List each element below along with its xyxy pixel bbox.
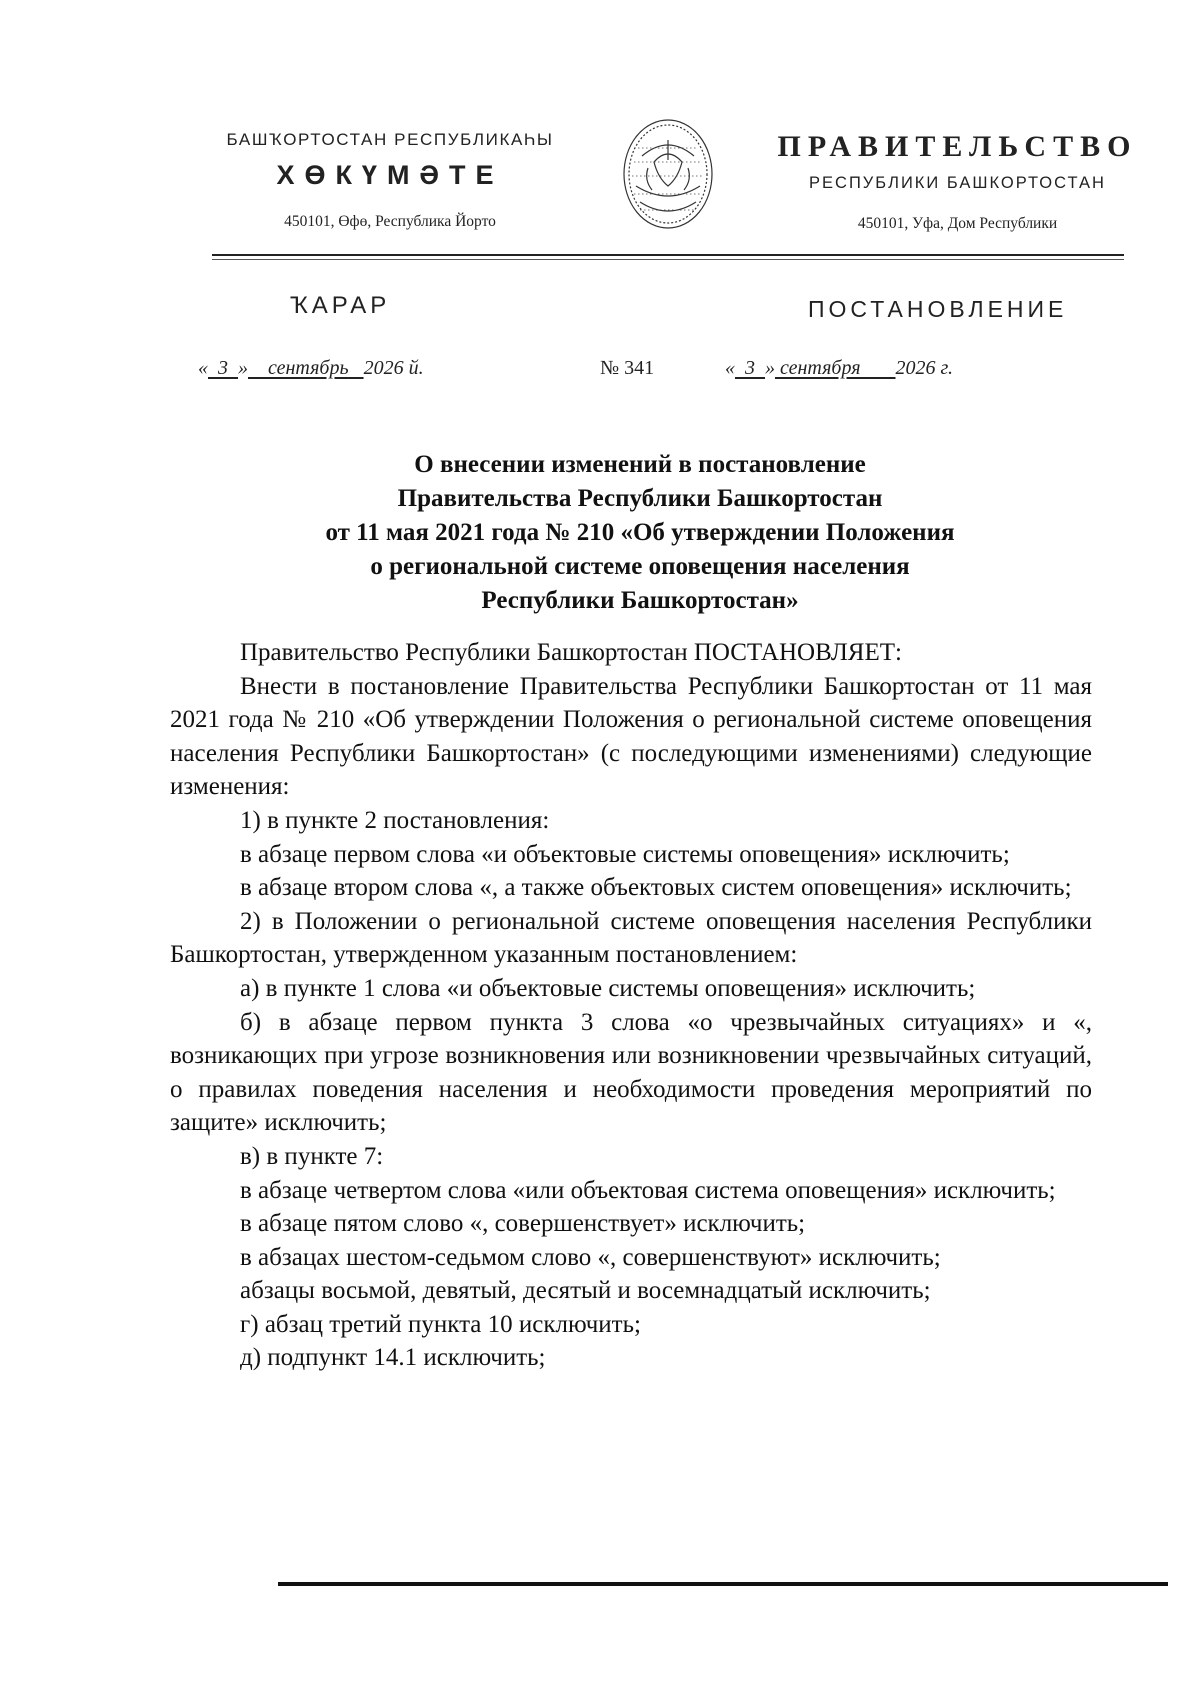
body-paragraph: г) абзац третий пункта 10 исключить; [240, 1310, 641, 1338]
body-paragraph: б) в абзаце первом пункта 3 слова «о чрезвычайных ситуациях» и «, возникающих при угрозе возникновения или возникновении чрезвычайных ситуаций, о правилах поведения населения и необходимости проведения мероприятий по защите» исключить; [170, 1008, 1092, 1137]
date-right [725, 357, 953, 380]
date-left-month: сентябрь [268, 357, 349, 379]
document-heading [180, 448, 1100, 618]
footer-rule [278, 1582, 1168, 1586]
body-paragraph: в абзацах шестом-седьмом слово «, совершенствуют» исключить; [240, 1243, 941, 1271]
date-left [198, 357, 424, 380]
date-right-close: » [765, 357, 775, 379]
heading-line: Республики Башкортостан» [481, 587, 799, 614]
header-rule-thick [212, 254, 1124, 256]
body-paragraph: Правительство Республики Башкортостан ПОСТАНОВЛЯЕТ: [240, 639, 902, 666]
header-rule-thin [212, 259, 1124, 260]
date-left-close: » [238, 357, 248, 379]
doc-number: № 341 [600, 357, 655, 379]
header-left-line2: ХӨКҮМӘТЕ [276, 160, 504, 190]
date-right-open: « [725, 357, 735, 379]
heading-line: О внесении изменений в постановление [414, 451, 866, 478]
date-right-month: сентября [780, 357, 861, 379]
header-right-line1: ПРАВИТЕЛЬСТВО [777, 130, 1138, 163]
body-paragraph: 1) в пункте 2 постановления: [240, 806, 550, 834]
header-right-address: 450101, Уфа, Дом Республики [857, 215, 1058, 232]
date-right-day: 3 [745, 357, 755, 379]
date-right-year: 2026 г. [895, 357, 954, 379]
header-left [190, 130, 590, 231]
body-paragraph: а) в пункте 1 слова «и объектовые системы оповещения» исключить; [240, 974, 976, 1002]
body-paragraph: Внести в постановление Правительства Республики Башкортостан от 11 мая 2021 года № 210 «Об утверждении Положения о региональной системе оповещения населения Республики Башкортостан» (с последующими изменениями) следующие изменения: [170, 672, 1092, 801]
body-paragraph: в абзаце пятом слово «, совершенствует» исключить; [240, 1210, 806, 1238]
header-left-line1: БАШҠОРТОСТАН РЕСПУБЛИКАҺЫ [226, 130, 554, 149]
body-paragraph: в абзаце четвертом слова «или объектовая система оповещения» исключить; [240, 1176, 1056, 1204]
body-paragraph: в) в пункте 7: [240, 1142, 384, 1170]
doc-type-right: ПОСТАНОВЛЕНИЕ [808, 296, 1068, 322]
heading-line: Правительства Республики Башкортостан [397, 485, 883, 512]
header-right [775, 130, 1140, 233]
heading-line: от 11 мая 2021 года № 210 «Об утверждении Положения [325, 519, 955, 546]
date-left-day: 3 [218, 357, 228, 379]
header-left-address: 450101, Өфө, Республика Йорто [284, 213, 496, 230]
date-left-year: 2026 й. [363, 357, 424, 379]
date-left-open: « [198, 357, 208, 379]
document-body [170, 636, 1092, 1375]
body-paragraph: абзацы восьмой, девятый, десятый и восемнадцатый исключить; [240, 1277, 931, 1305]
body-paragraph: 2) в Положении о региональной системе оповещения населения Республики Башкортостан, утвержденном указанным постановлением: [170, 907, 1092, 969]
body-paragraph: в абзаце втором слова «, а также объектовых систем оповещения» исключить; [240, 874, 1072, 902]
doc-type-left: ҠАРАР [290, 292, 391, 319]
heading-line: о региональной системе оповещения населения [370, 553, 910, 580]
header-right-line2: РЕСПУБЛИКИ БАШКОРТОСТАН [809, 174, 1106, 192]
body-paragraph: в абзаце первом слова «и объектовые системы оповещения» исключить; [240, 840, 1010, 868]
body-paragraph: д) подпункт 14.1 исключить; [240, 1344, 546, 1372]
bashkortostan-coat-of-arms-icon [618, 116, 718, 232]
